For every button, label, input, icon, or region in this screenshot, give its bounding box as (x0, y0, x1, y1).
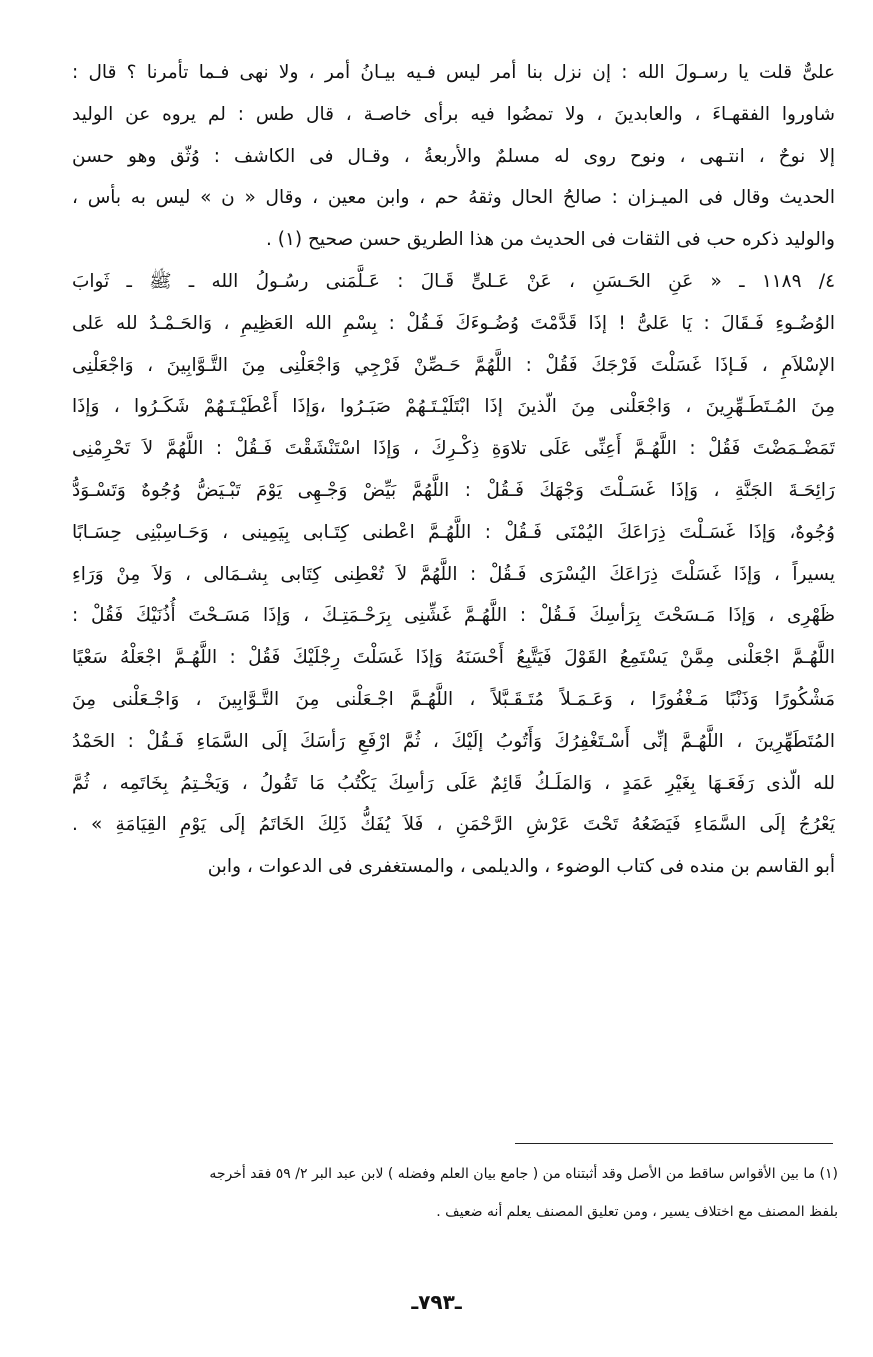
page-number: ـ٧٩٣ـ (411, 1290, 462, 1314)
text-line: رَائِحَـةَ الجَنَّةِ ، وَإذَا غَسَـلْتَ وَجْهَكَ فَـقُلْ : اللَّهُمَّ بَيِّضْ وَجْـهِى يَوْمَ تَبْـيَضُّ وُجُوهٌ وَتَسْـوَدُّ (72, 479, 835, 501)
footnote-line: بلفظ المصنف مع اختلاف يسير ، ومن تعليق المصنف يعلم أنه ضعيف . (436, 1204, 838, 1220)
text-line: مِنَ المُـتَطَـهِّرِينَ ، وَاجْعَلْنى مِنَ الّذينَ إذَا ابْتَلَيْـتَـهُمْ صَبَـرُوا ،وَإذَا أَعْطَيْـتَـهُمْ شَكَـرُوا ، وَإذَا (72, 396, 835, 418)
text-line: اللَّهُـمَّ اجْعَلْنى مِمَّنْ يَسْتَمِعُ القَوْلَ فَيَتَّبِعُ أَحْسَنَهُ وَإذَا غَسَلْتَ رِجْلَيْكَ فَقُلْ : اللَّهُـمَّ اجْعَلْهُ سَعْيًا (72, 647, 835, 669)
text-line: الحديث وقال فى الميـزان : صالحُ الحال وثقهُ حم ، وابن معين ، وقال « ن » ليس به بأس ، (72, 187, 835, 209)
text-line: علىٌّ قلت يا رسـولَ الله : إن نزل بنا أمر ليس فـيه بيـانُ أمر ، ولا نهى فـما تأمرنا ؟ قال : (72, 62, 835, 83)
main-text-block (72, 52, 835, 888)
text-line: ظَهْرِى ، وَإذَا مَـسَحْتَ بِرَأسِكَ فَـقُلْ : اللَّهُـمَّ غَشِّنِى بِرَحْـمَتِـكَ ، وَإذَا مَسَـحْتَ أُذُنَيْكَ فَقُلْ : (72, 605, 835, 627)
text-line: المُتَطَهِّرِينَ ، اللَّهُـمَّ إنِّى أَسْـتَغْفِرُكَ وَأَتُوبُ إلَيْكَ ، ثُمَّ ارْفَعِ رَأسَكَ إلَى السَّمَاءِ فَـقُلْ : الحَمْدُ (72, 730, 835, 752)
text-line: شاوروا الفقهـاءَ ، والعابدينَ ، ولا تمضُوا فيه برأى خاصـة ، قال طس : لم يروه عن الوليد (72, 103, 835, 125)
text-line: وُجُوهٌ، وَإذَا غَسَـلْتَ ذِرَاعَكَ اليُمْنَى فَـقُلْ : اللَّهُـمَّ اعْطنى كِتَـابى بِيَمِينى ، وَحَـاسِبْنِى حِسَـابًا (72, 521, 835, 543)
text-line: والوليد ذكره حب فى الثقات فى الحديث من هذا الطريق حسن صحيح (١) . (265, 229, 835, 251)
text-line: يسيراً ، وَإذَا غَسَلْتَ ذِرَاعَكَ اليُسْرَى فَـقُلْ : اللَّهُمَّ لاَ تُعْطِنى كِتَابى بِشـمَالى ، وَلاَ مِنْ وَرَاءِ (72, 563, 835, 585)
text-line: لله الّذى رَفَعَـهَا بِغَيْرِ عَمَدٍ ، وَالمَلَـكُ قَائِمٌ عَلَى رَأسِكَ يَكْتُبُ مَا تَقُولُ ، وَيَخْـتِمُ بِخَاتَمِه ، ثُمَّ (72, 772, 835, 794)
footnote-line: (١) ما بين الأقواس ساقط من الأصل وقد أثبتناه من ( جامع بيان العلم وفضله ) لابن عبد البر ٢/ ٥٩ فقد أخرجه (209, 1166, 838, 1182)
text-line: مَشْكُورًا وَذَنْبًا مَـغْفُورًا ، وَعَـمَـلاً مُتَـقَـبَّلاً ، اللَّهُـمَّ اجْـعَلْنى مِنَ التَّـوَّابِينَ ، وَاجْـعَلْنى مِنَ (72, 688, 835, 710)
text-line: يَعْرُجُ إلَى السَّمَاءِ فَيَضَعُهُ تَحْتَ عَرْشِ الرَّحْمَنِ ، فَلاَ يُفَكُّ ذَلِكَ الخَاتَمُ إلَى يَوْمِ القِيَامَةِ » . (72, 814, 835, 836)
text-line: أبو القاسم بن منده فى كتاب الوضوء ، والديلمى ، والمستغفرى فى الدعوات ، وابن (207, 856, 835, 878)
text-line: الإسْلاَمِ ، فَـإذَا غَسَلْتَ فَرْجَكَ فَقُلْ : اللَّهُمَّ حَـصِّنْ فَرْجِي وَاجْعَلْنِى مِنَ التَّـوَّابِينَ ، وَاجْعَلْنِى (72, 354, 835, 376)
footnote-separator (515, 1143, 833, 1144)
text-line: إلا نوحٌ ، انتـهى ، ونوح روى له مسلمٌ والأربعةُ ، وقـال فى الكاشف : وُثّق وهو حسن (72, 145, 835, 167)
footnotes-block (95, 1155, 838, 1231)
text-line: تَمَضْـمَضْتَ فَقُلْ : اللَّهُـمَّ أَعِنِّى عَلَى تلاوَةِ ذِكْـرِكَ ، وَإذَا اسْتَنْشَقْتَ فَـقُلْ : اللَّهُمَّ لاَ تَحْرِمْنِى (72, 438, 835, 460)
text-line: الوُضُـوءِ فَـقَالَ : يَا عَلىُّ ! إذَا قَدَّمْتَ وُضُـوءَكَ فَـقُلْ : بِسْمِ الله العَظِيمِ ، وَالحَـمْـدُ لله عَلى (72, 312, 835, 334)
hadith-heading-line: ٤/ ١١٨٩ ـ « عَنِ الحَـسَنِ ، عَنْ عَـلىٍّ قَـالَ : عَـلَّمَنى رسُـولُ الله ـ ﷺ ـ ثَوابَ (72, 270, 835, 292)
